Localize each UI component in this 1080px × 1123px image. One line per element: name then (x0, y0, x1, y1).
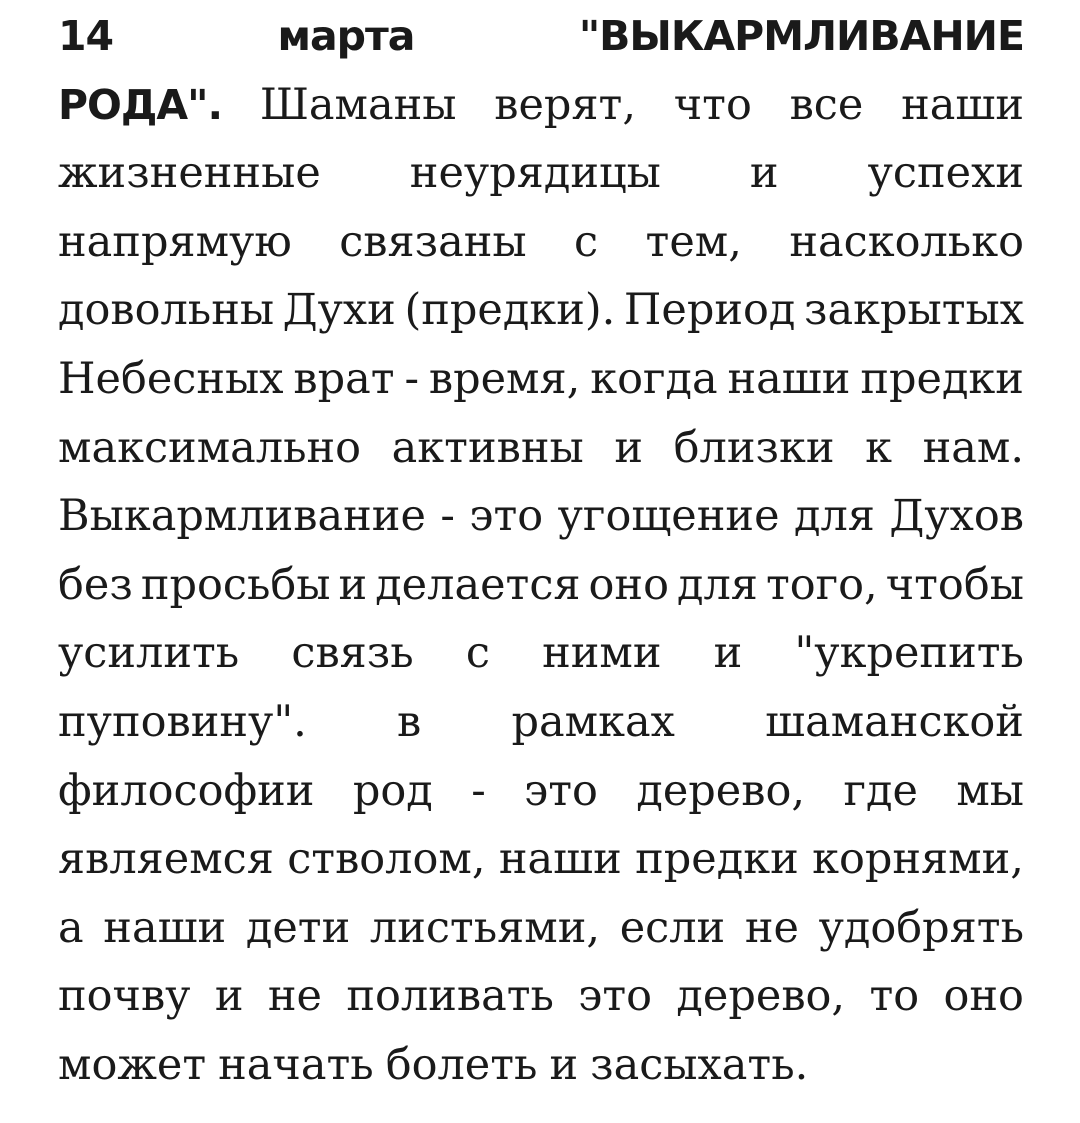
word: просьбы (140, 559, 331, 610)
word: чтобы (885, 559, 1024, 610)
word: а (58, 902, 84, 953)
text-line (58, 823, 1024, 895)
word: - (404, 354, 419, 404)
word: близки (673, 422, 835, 473)
word: Небесных (58, 354, 284, 404)
word: и (214, 971, 244, 1022)
word: удобрять (818, 902, 1024, 953)
word: и (549, 1040, 579, 1090)
word: род (352, 765, 433, 816)
word: и (614, 422, 644, 473)
word: напрямую (58, 216, 292, 267)
word: РОДА". (58, 80, 223, 129)
document-page (58, 0, 1024, 1123)
word: усилить (58, 628, 240, 679)
word: закрытых (804, 285, 1024, 336)
word: когда (590, 354, 718, 404)
word: для (677, 559, 758, 610)
word: Шаманы (259, 79, 457, 130)
word: наши (727, 354, 851, 404)
word: где (843, 765, 918, 816)
word: связь (291, 628, 414, 679)
word: "ВЫКАРМЛИВАНИЕ (578, 12, 1024, 60)
word: являемся (58, 834, 274, 885)
text-line (58, 960, 1024, 1032)
word: марта (277, 12, 415, 60)
word: в (397, 697, 422, 747)
word: оно (943, 971, 1024, 1022)
word: не (267, 971, 322, 1022)
word: насколько (789, 216, 1024, 267)
word: довольны (58, 285, 275, 336)
word: предки (635, 834, 799, 885)
word: с (574, 216, 599, 267)
word: дерево, (636, 765, 806, 816)
word: и (749, 148, 779, 199)
word: время, (428, 354, 581, 404)
word: того, (765, 559, 878, 610)
text-line (58, 0, 1024, 72)
text-line (58, 1029, 1024, 1101)
text-line (58, 755, 1024, 827)
word: корнями, (812, 834, 1024, 885)
word: (предки). (404, 285, 616, 336)
word: врат (293, 354, 395, 404)
word: это (524, 765, 598, 816)
word: наши (103, 902, 227, 953)
word: и (713, 628, 743, 679)
word: почву (58, 971, 191, 1022)
word: Выкармливание (58, 491, 426, 542)
word: для (794, 491, 875, 542)
word: без (58, 559, 133, 610)
word: наши (498, 834, 622, 885)
word: все (789, 79, 864, 130)
word: стволом, (287, 834, 486, 885)
word: болеть (385, 1040, 538, 1090)
word: жизненные (58, 148, 321, 199)
text-line (58, 686, 1024, 758)
word: оно (588, 559, 669, 610)
word: верят, (494, 79, 636, 130)
word: ними (542, 628, 662, 679)
word: наши (901, 79, 1024, 130)
word: это (469, 491, 544, 542)
text-line (58, 206, 1024, 278)
word: активны (391, 422, 584, 473)
word: Период (623, 285, 796, 336)
word: нам. (922, 422, 1024, 473)
text-line (58, 617, 1024, 689)
word: то (869, 971, 920, 1022)
word: листьями, (369, 902, 601, 953)
word: пуповину". (58, 697, 307, 747)
text-line (58, 69, 1024, 141)
word: тем, (645, 216, 742, 267)
word: неурядицы (409, 148, 661, 199)
word: Духи (282, 285, 396, 336)
word: это (578, 971, 653, 1022)
word: связаны (339, 216, 527, 267)
word: предки (860, 354, 1024, 404)
word: дети (245, 902, 351, 953)
word: что (673, 79, 752, 130)
word: "укрепить (794, 628, 1024, 679)
word: Духов (889, 491, 1024, 542)
word: к (865, 422, 892, 473)
text-line (58, 412, 1024, 484)
word: шаманской (765, 697, 1024, 747)
word: может (58, 1040, 207, 1090)
word: философии (58, 765, 315, 816)
word: если (619, 902, 726, 953)
word: дерево, (676, 971, 846, 1022)
text-line (58, 892, 1024, 964)
word: делается (375, 559, 581, 610)
word: и (338, 559, 368, 610)
word: - (440, 491, 455, 542)
word: угощение (557, 491, 780, 542)
word: успехи (867, 148, 1024, 199)
word: максимально (58, 422, 362, 473)
word: с (465, 628, 490, 679)
word: мы (956, 765, 1024, 816)
text-line (58, 343, 1024, 415)
text-line (58, 137, 1024, 209)
text-line (58, 480, 1024, 552)
word: начать (218, 1040, 374, 1090)
text-line (58, 274, 1024, 346)
text-line (58, 549, 1024, 621)
word: - (471, 765, 486, 816)
word: 14 (58, 12, 114, 60)
word: не (744, 902, 799, 953)
word: поливать (346, 971, 554, 1022)
word: засыхать. (590, 1040, 809, 1090)
word: рамках (511, 697, 675, 747)
